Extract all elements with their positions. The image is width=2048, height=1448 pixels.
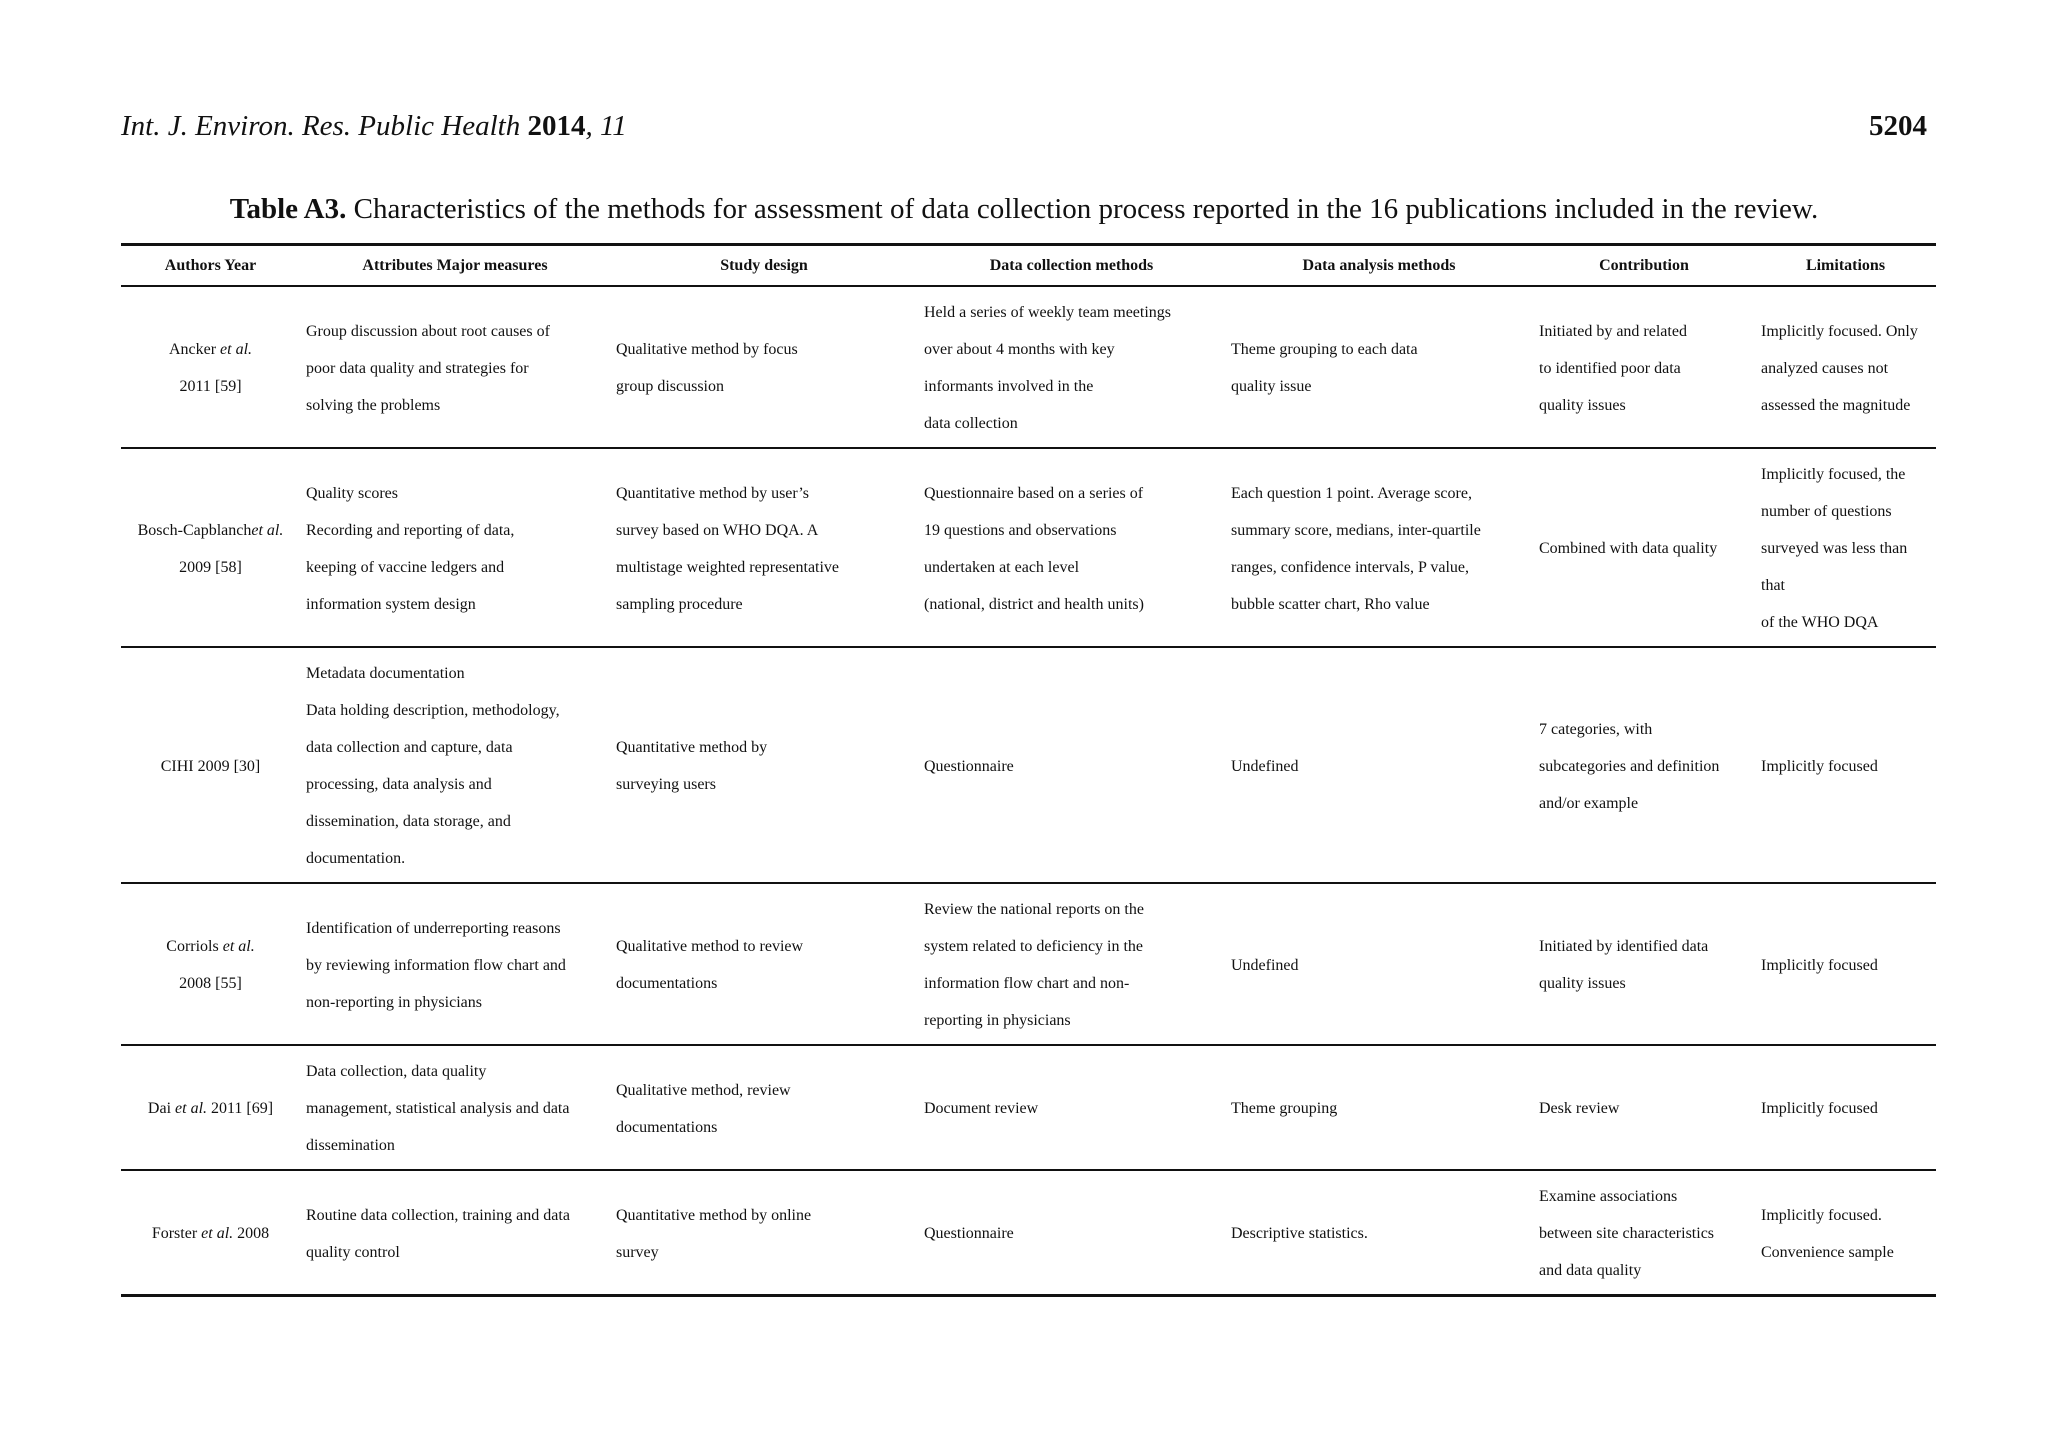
author-year: 2008 [233, 1225, 270, 1242]
cell-line: Implicitly focused [1761, 1100, 1878, 1117]
cell-line: documentations [616, 1118, 718, 1136]
cell-line: dissemination [306, 1137, 395, 1154]
author-name: Forster [151, 1225, 202, 1242]
attributes-cell [300, 286, 610, 448]
table-row [121, 1045, 1936, 1170]
cell-line: data collection and capture, data [306, 739, 513, 756]
data-collection-cell [918, 1170, 1225, 1296]
author-year-line: 2011 [59] [179, 378, 242, 395]
cell-line: number of questions [1761, 503, 1892, 520]
author-name: Ancker [168, 341, 221, 358]
et-al: et al. [220, 341, 253, 358]
cell-line: subcategories and definition [1539, 757, 1720, 775]
cell-line: bubble scatter chart, Rho value [1231, 595, 1430, 613]
cell-line: Initiated by identified data [1539, 938, 1709, 955]
cell-line: Theme grouping [1231, 1100, 1338, 1117]
author-line [127, 1215, 294, 1252]
cell-line: ranges, confidence intervals, P value, [1231, 558, 1469, 576]
study-design-cell [610, 286, 918, 448]
attributes-cell [300, 1045, 610, 1170]
limitations-cell [1755, 286, 1936, 448]
journal-citation: Int. J. Environ. Res. Public Health 2014, 11 [121, 110, 627, 142]
table-row [121, 883, 1936, 1045]
cell-line: Implicitly focused, the [1761, 466, 1906, 483]
cell-line: Initiated by and related [1539, 322, 1687, 340]
cell-line: informants involved in the [924, 378, 1094, 395]
cell-line: non-reporting in physicians [306, 993, 482, 1011]
author-year-cell [121, 647, 300, 883]
author-year: 2009 [58] [179, 558, 242, 576]
cell-line: Recording and reporting of data, [306, 521, 515, 539]
study-design-cell [610, 1045, 918, 1170]
cell-line: (national, district and health units) [924, 595, 1144, 613]
attributes-cell [300, 1170, 610, 1296]
cell-line: group discussion [616, 378, 724, 395]
author-name: Bosch-Capblanch [137, 521, 252, 539]
cell-line: Implicitly focused. Only [1761, 322, 1918, 340]
cell-line: documentations [616, 975, 718, 992]
column-header: Authors Year [164, 256, 257, 274]
cell-line: Routine data collection, training and data [306, 1206, 570, 1224]
cell-line: Convenience sample [1761, 1243, 1894, 1261]
column-header: Data analysis methods [1302, 256, 1456, 274]
column-header: Data collection methods [989, 256, 1154, 274]
cell-line: Data holding description, methodology, [306, 702, 560, 719]
cell-line: Identification of underreporting reasons [306, 919, 561, 937]
cell-line: undertaken at each level [924, 558, 1080, 576]
author-name: Corriols [166, 938, 223, 955]
study-design-cell [610, 448, 918, 647]
data-analysis-cell [1225, 1045, 1533, 1170]
author-name: Dai [147, 1100, 176, 1117]
table-caption [121, 193, 1927, 226]
cell-line: Questionnaire based on a series of [924, 484, 1144, 502]
cell-line: keeping of vaccine ledgers and [306, 558, 505, 576]
cell-line: Descriptive statistics. [1231, 1225, 1368, 1242]
attributes-cell [300, 448, 610, 647]
et-al: et al. [175, 1100, 208, 1117]
cell-line: summary score, medians, inter-quartile [1231, 521, 1481, 539]
table-caption-text: Characteristics of the methods for assessment of data collection process reported in the 16 publications included in the review. [353, 193, 1819, 225]
cell-line: Quantitative method by online [616, 1206, 812, 1224]
contribution-cell [1533, 1045, 1755, 1170]
cell-line: Desk review [1539, 1100, 1620, 1117]
table-row [121, 286, 1936, 448]
cell-line: quality issues [1539, 975, 1626, 992]
cell-line: Combined with data quality [1539, 540, 1718, 557]
cell-line: quality issue [1231, 378, 1312, 395]
cell-line: dissemination, data storage, and [306, 813, 511, 830]
cell-line: system related to deficiency in the [924, 938, 1144, 955]
journal-name: Int. J. Environ. Res. Public Health [121, 110, 521, 142]
author-line [127, 512, 294, 586]
header-row [121, 245, 1936, 287]
author-year-line: 2008 [55] [179, 975, 242, 992]
cell-line: assessed the magnitude [1761, 396, 1911, 414]
limitations-cell [1755, 1045, 1936, 1170]
cell-line: Undefined [1231, 956, 1299, 974]
cell-line: information system design [306, 595, 476, 613]
table-row [121, 1170, 1936, 1296]
cell-line: Metadata documentation [306, 665, 465, 682]
cell-line: over about 4 months with key [924, 341, 1115, 358]
author-line [127, 1090, 294, 1127]
cell-line: sampling procedure [616, 595, 743, 613]
cell-line: Qualitative method by focus [616, 341, 798, 358]
cell-line: surveying users [616, 776, 716, 793]
cell-line: multistage weighted representative [616, 558, 840, 576]
column-header: Study design [720, 256, 808, 274]
limitations-cell [1755, 883, 1936, 1045]
cell-line: between site characteristics [1539, 1225, 1715, 1242]
cell-line: Undefined [1231, 757, 1299, 775]
cell-line: reporting in physicians [924, 1012, 1071, 1029]
author-year: 2011 [69] [207, 1100, 274, 1117]
author-line [127, 331, 294, 368]
data-collection-cell [918, 448, 1225, 647]
cell-line: 19 questions and observations [924, 521, 1117, 539]
cell-line: Questionnaire [924, 757, 1014, 775]
data-analysis-cell [1225, 448, 1533, 647]
running-head [121, 110, 1927, 143]
author-year-cell [121, 1170, 300, 1296]
author-line [127, 748, 294, 785]
contribution-cell [1533, 448, 1755, 647]
cell-line: processing, data analysis and [306, 776, 492, 793]
cell-line: Questionnaire [924, 1225, 1014, 1242]
data-collection-cell [918, 647, 1225, 883]
data-analysis-cell [1225, 883, 1533, 1045]
cell-line: of the WHO DQA [1761, 614, 1879, 631]
cell-line: and data quality [1539, 1262, 1642, 1279]
cell-line: Implicitly focused [1761, 956, 1878, 974]
data-collection-cell [918, 1045, 1225, 1170]
table-header [121, 245, 1936, 287]
cell-line: and/or example [1539, 794, 1639, 812]
cell-line: analyzed causes not [1761, 359, 1889, 377]
attributes-cell [300, 647, 610, 883]
study-design-cell [610, 883, 918, 1045]
cell-line: surveyed was less than that [1761, 540, 1908, 594]
author-name: CIHI 2009 [30] [160, 757, 261, 775]
et-al: et al. [201, 1225, 234, 1242]
cell-line: Quantitative method by [616, 739, 768, 756]
cell-line: Qualitative method, review [616, 1081, 791, 1099]
page-number: 5204 [1869, 110, 1927, 142]
author-year-cell [121, 286, 300, 448]
cell-line: documentation. [306, 850, 406, 867]
methods-table [121, 243, 1936, 1297]
methods-table-container [121, 243, 1936, 1297]
journal-year: 2014 [527, 110, 586, 142]
contribution-cell [1533, 647, 1755, 883]
table-row [121, 448, 1936, 647]
cell-line: 7 categories, with [1539, 720, 1653, 738]
data-analysis-cell [1225, 286, 1533, 448]
cell-line: management, statistical analysis and data [306, 1100, 570, 1117]
limitations-cell [1755, 647, 1936, 883]
et-al: et al. [222, 938, 255, 955]
cell-line: Review the national reports on the [924, 901, 1144, 918]
table-label: Table A3. [229, 193, 347, 225]
cell-line: information flow chart and non- [924, 975, 1130, 992]
table-body [121, 286, 1936, 1296]
data-analysis-cell [1225, 1170, 1533, 1296]
contribution-cell [1533, 286, 1755, 448]
cell-line: survey [616, 1243, 659, 1261]
cell-line: Document review [924, 1100, 1039, 1117]
column-header: Limitations [1805, 256, 1886, 274]
cell-line: Theme grouping to each data [1231, 341, 1418, 358]
cell-line: Quality scores [306, 484, 398, 502]
cell-line: Examine associations [1539, 1188, 1678, 1205]
cell-line: Data collection, data quality [306, 1063, 487, 1080]
cell-line: Group discussion about root causes of [306, 322, 550, 340]
cell-line: survey based on WHO DQA. A [616, 521, 819, 539]
cell-line: Held a series of weekly team meetings [924, 304, 1172, 321]
column-header: Contribution [1599, 256, 1689, 274]
author-year-cell [121, 1045, 300, 1170]
author-year-cell [121, 883, 300, 1045]
limitations-cell [1755, 1170, 1936, 1296]
limitations-cell [1755, 448, 1936, 647]
et-al: et al. [251, 521, 284, 539]
study-design-cell [610, 1170, 918, 1296]
cell-line: Qualitative method to review [616, 938, 804, 955]
cell-line: Each question 1 point. Average score, [1231, 484, 1472, 502]
column-header: Attributes Major measures [362, 256, 548, 274]
cell-line: Implicitly focused [1761, 757, 1878, 775]
contribution-cell [1533, 883, 1755, 1045]
cell-line: to identified poor data [1539, 359, 1681, 377]
cell-line: Implicitly focused. [1761, 1206, 1882, 1224]
cell-line: poor data quality and strategies for [306, 359, 529, 377]
cell-line: quality issues [1539, 396, 1626, 414]
author-line [127, 928, 294, 965]
data-analysis-cell [1225, 647, 1533, 883]
cell-line: data collection [924, 415, 1018, 432]
cell-line: by reviewing information flow chart and [306, 956, 566, 974]
attributes-cell [300, 883, 610, 1045]
journal-volume: 11 [599, 110, 627, 142]
cell-line: quality control [306, 1243, 400, 1261]
cell-line: Quantitative method by user’s [616, 484, 809, 502]
cell-line: solving the problems [306, 396, 441, 414]
author-year-cell [121, 448, 300, 647]
data-collection-cell [918, 286, 1225, 448]
study-design-cell [610, 647, 918, 883]
data-collection-cell [918, 883, 1225, 1045]
contribution-cell [1533, 1170, 1755, 1296]
table-row [121, 647, 1936, 883]
